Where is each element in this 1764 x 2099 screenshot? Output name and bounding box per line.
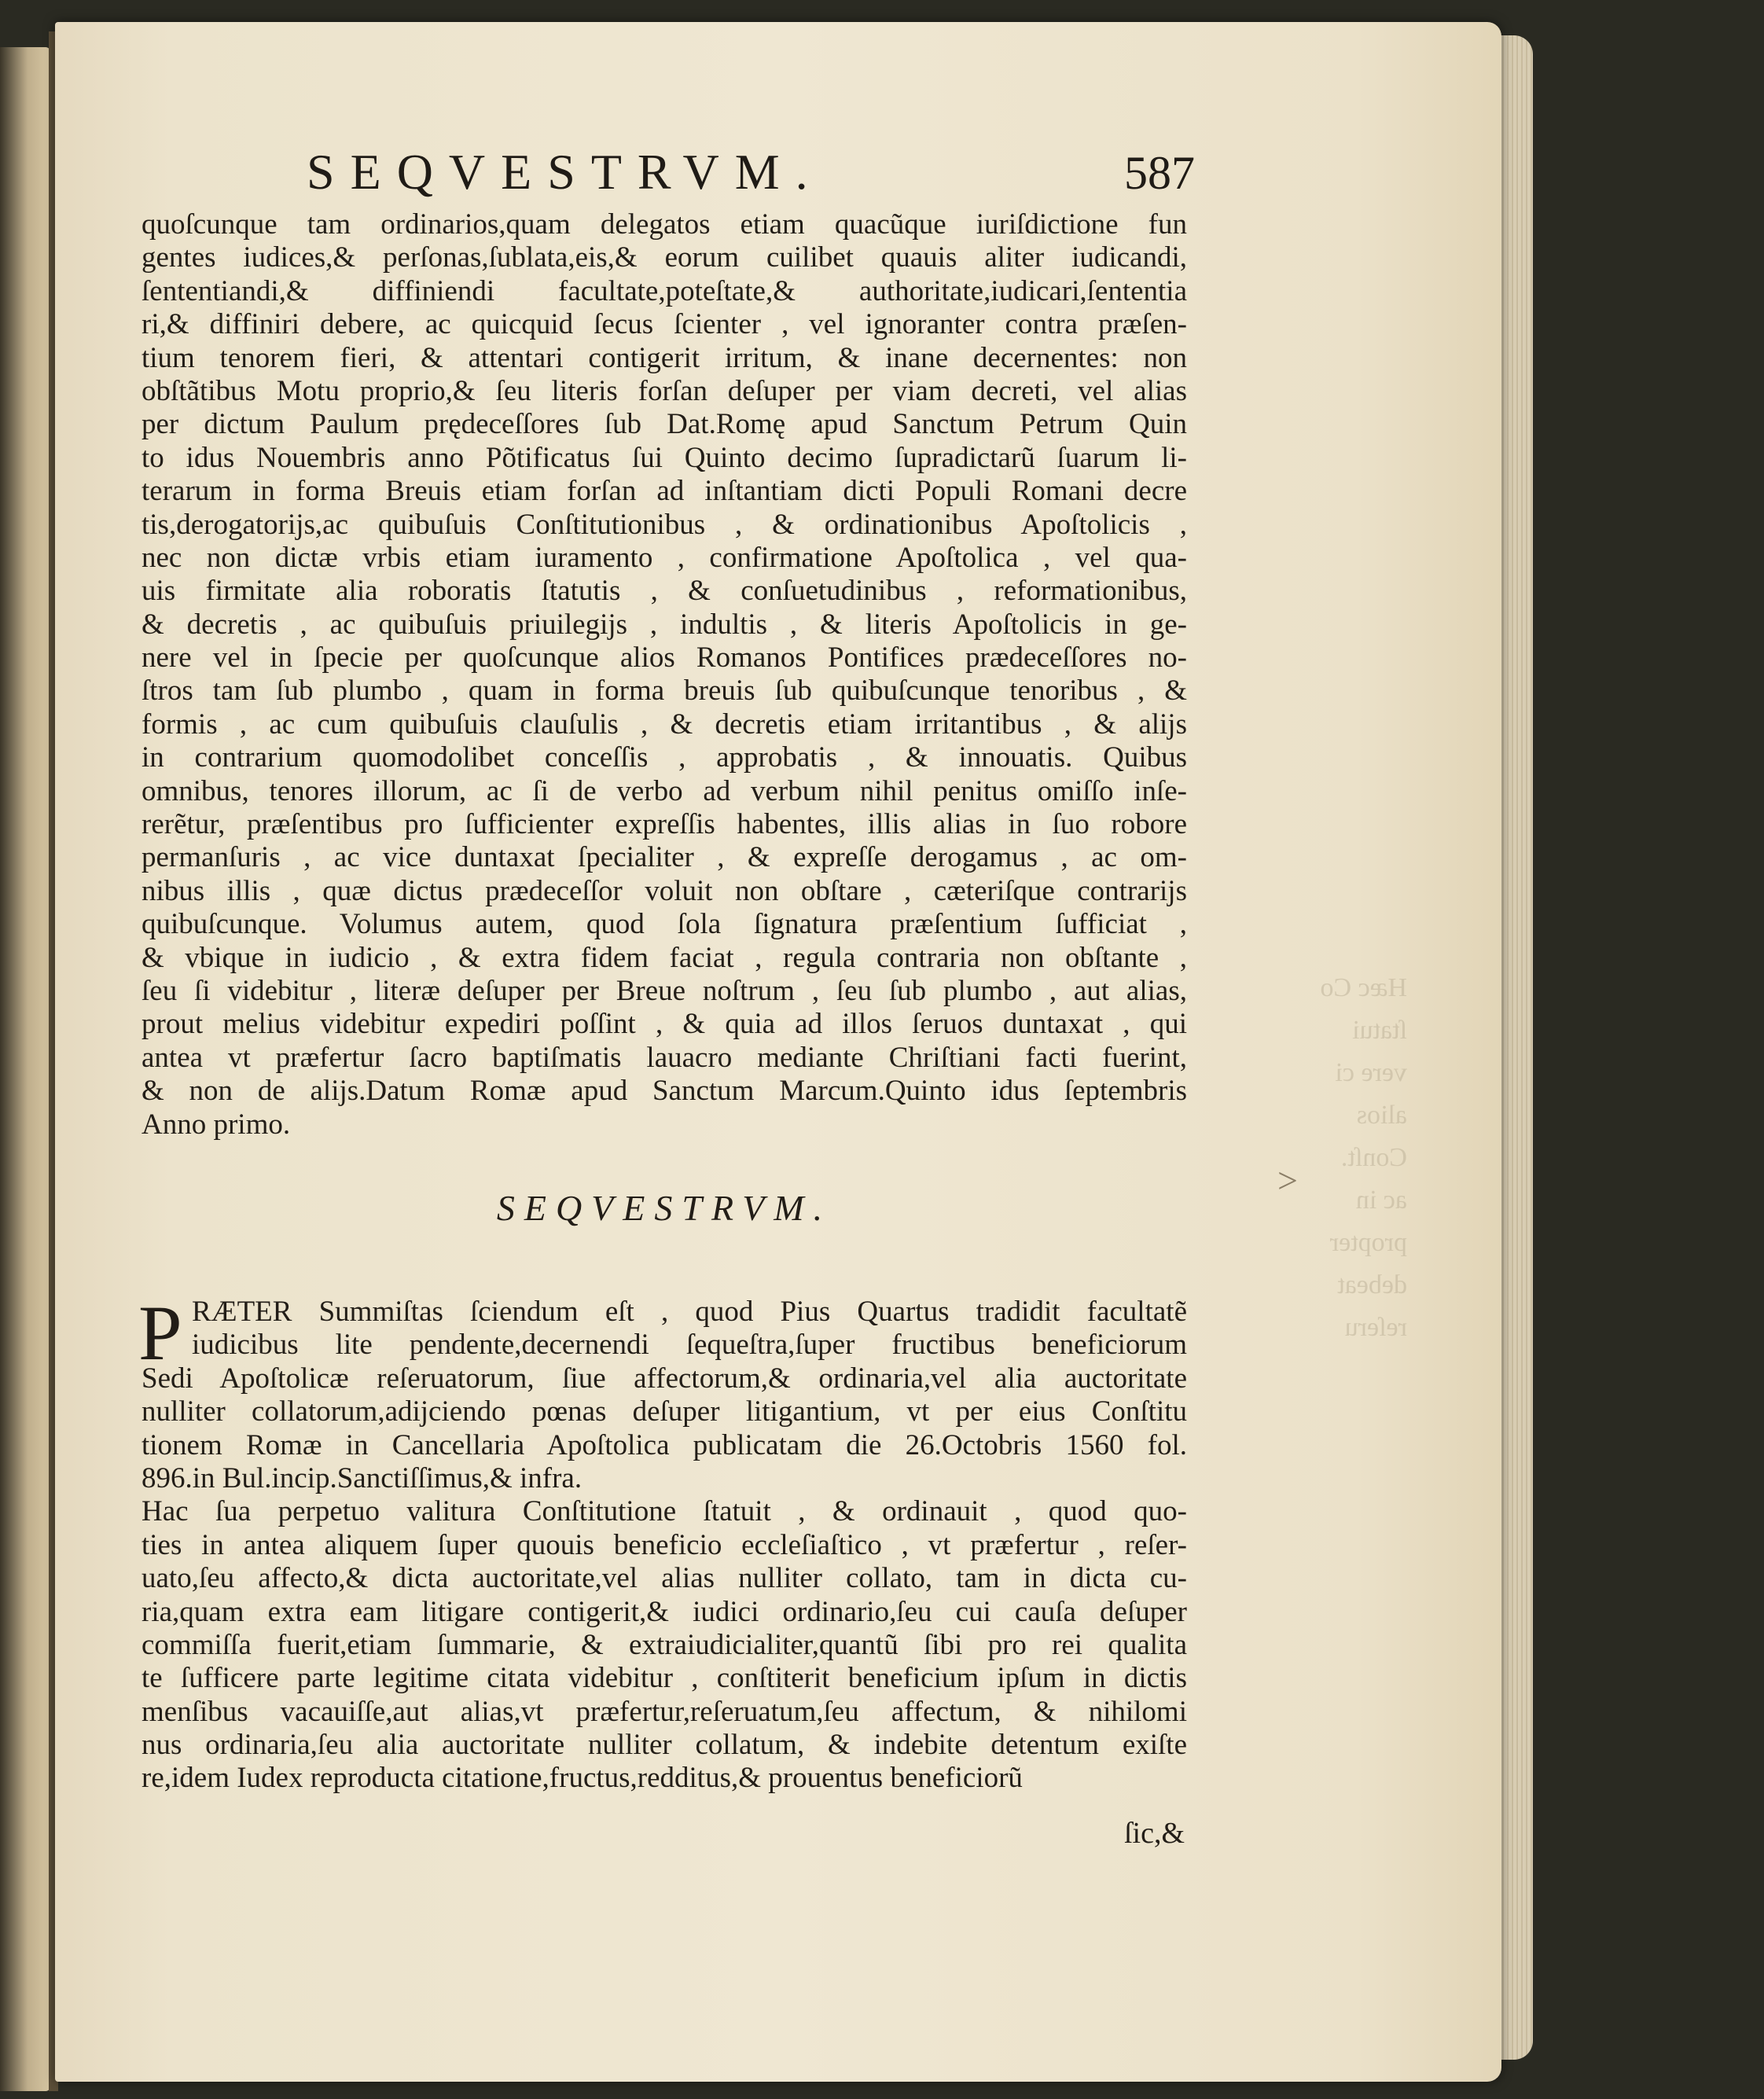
text-block-sequestrum	[138, 1289, 1187, 1796]
text-line: in contrarium quomodolibet conceſſis , approbatis , & innouatis. Quibus	[141, 741, 1187, 774]
text-line: commiſſa fuerit,etiam ſummarie, & extraiudicialiter,quantũ ſibi pro rei qualita	[141, 1628, 1187, 1661]
text-line: ri,& diffiniri debere, ac quicquid ſecus ſcienter , vel ignoranter contra præſen-	[141, 308, 1187, 341]
text-line: tis,derogatorijs,ac quibuſuis Conſtitutionibus , & ordinationibus Apoſtolicis ,	[141, 508, 1187, 541]
text-line: nulliter collatorum,adijciendo pœnas deſuper litigantium, vt per eius Conſtitu	[141, 1395, 1187, 1428]
text-line: re,idem Iudex reproducta citatione,fructus,redditus,& prouentus beneficiorũ	[141, 1762, 1023, 1795]
text-line: & decretis , ac quibuſuis priuilegijs , indultis , & literis Apoſtolicis in ge-	[141, 608, 1187, 641]
text-line: rerẽtur, præſentibus pro ſufficienter expreſſis habentes, illis alias in ſuo robore	[141, 808, 1187, 841]
text-line: prout melius videbitur expediri poſſint , & quia ad illos ſeruos duntaxat , qui	[141, 1008, 1187, 1041]
text-line: uato,ſeu affecto,& dicta auctoritate,vel alias nulliter collato, tam in dicta cu-	[141, 1562, 1187, 1595]
bleed-through-text: Hæc Co ſtatui vere ci alios Conſt. ac in propter debeat reſeru	[1320, 973, 1407, 1342]
text-line: 896.in Bul.incip.Sanctiſſimus,& infra.	[141, 1461, 582, 1494]
text-line: te ſufficere parte legitime citata videbitur , conſtiterit beneficium ipſum in dictis	[141, 1662, 1187, 1695]
text-line: Hac ſua perpetuo valitura Conſtitutione ſtatuit , & ordinauit , quod quo-	[141, 1495, 1187, 1528]
text-line: tionem Romæ in Cancellaria Apoſtolica publicatam die 26.Octobris 1560 fol.	[141, 1428, 1187, 1461]
text-line: antea vt præfertur ſacro baptiſmatis lauacro mediante Chriſtiani facti fuerint,	[141, 1041, 1187, 1074]
text-line: ties in antea aliquem ſuper quouis beneficio eccleſiaſtico , vt præfertur , reſer-	[141, 1528, 1187, 1561]
text-line: per dictum Paulum prędeceſſores ſub Dat.Romę apud Sanctum Petrum Quin	[141, 408, 1187, 441]
catchword: ſic,&	[1124, 1817, 1185, 1850]
text-line: ſtros tam ſub plumbo , quam in forma breuis ſub quibuſcunque tenoribus , &	[141, 675, 1187, 708]
text-line: nibus illis , quæ dictus prædeceſſor voluit non obſtare , cæteriſque contrarijs	[141, 874, 1187, 907]
drop-cap: P	[138, 1289, 182, 1377]
text-line: nere vel in ſpecie per quoſcunque alios Romanos Pontifices prædeceſſores no-	[141, 641, 1187, 675]
text-line: uis firmitate alia roboratis ſtatutis , & conſuetudinibus , reformationibus,	[141, 575, 1187, 608]
text-line: omnibus, tenores illorum, ac ſi de verbo ad verbum nihil penitus omiſſo inſe-	[141, 774, 1187, 807]
text-line: quoſcunque tam ordinarios,quam delegatos etiam quacũque iuriſdictione fun	[141, 208, 1187, 241]
page-number: 587	[1124, 147, 1195, 199]
left-page-edge	[0, 47, 50, 2091]
text-line: permanſuris , ac vice duntaxat ſpecialiter , & expreſſe derogamus , ac om-	[141, 841, 1187, 874]
text-line: menſibus vacauiſſe,aut alias,vt præfertur,reſeruatum,ſeu affectum, & nihilomi	[141, 1695, 1187, 1728]
text-line: to idus Nouembris anno Põtificatus ſui Quinto decimo ſupradictarũ ſuarum li-	[141, 441, 1187, 474]
text-line: ſententiandi,& diffiniendi facultate,poteſtate,& authoritate,iudicari,ſententia	[141, 274, 1187, 307]
text-block-continued	[141, 208, 1187, 1141]
text-line: obſtãtibus Motu proprio,& ſeu literis forſan deſuper per viam decreti, vel alias	[141, 374, 1187, 407]
text-line: RÆTER Summiſtas ſciendum eſt , quod Pius Quartus tradidit facultatẽ	[192, 1296, 1187, 1328]
running-head: SEQVESTRVM.	[307, 144, 824, 200]
text-line: tium tenorem fieri, & attentari contigerit irritum, & inane decernentes: non	[141, 341, 1187, 374]
text-line: gentes iudices,& perſonas,ſublata,eis,& eorum cuilibet quauis aliter iudicandi,	[141, 241, 1187, 274]
pencil-mark: ˃	[1277, 1160, 1298, 1200]
text-line: Anno primo.	[141, 1108, 291, 1141]
text-line: nec non dictæ vrbis etiam iuramento , confirmatione Apoſtolica , vel qua-	[141, 541, 1187, 574]
text-line: quibuſcunque. Volumus autem, quod ſola ſignatura præſentium ſufficiat ,	[141, 908, 1187, 941]
text-line: ſeu ſi videbitur , literæ deſuper per Breue noſtrum , ſeu ſub plumbo , aut alias,	[141, 974, 1187, 1007]
text-line: & non de alijs.Datum Romæ apud Sanctum Marcum.Quinto idus ſeptembris	[141, 1075, 1187, 1108]
text-line: & vbique in iudicio , & extra fidem faciat , regula contraria non obſtante ,	[141, 941, 1187, 974]
text-line: nus ordinaria,ſeu alia auctoritate nulliter collatum, & indebite detentum exiſte	[141, 1729, 1187, 1762]
text-line: Sedi Apoſtolicæ reſeruatorum, ſiue affectorum,& ordinaria,vel alia auctoritate	[141, 1362, 1187, 1395]
text-line: ria,quam extra eam litigare contigerit,& iudici ordinario,ſeu cui cauſa deſuper	[141, 1595, 1187, 1628]
section-heading: SEQVESTRVM.	[496, 1188, 832, 1228]
text-line: iudicibus lite pendente,decernendi ſequeſtra,ſuper fructibus beneficiorum	[192, 1329, 1187, 1362]
text-line: formis , ac cum quibuſuis clauſulis , & decretis etiam irritantibus , & alijs	[141, 708, 1187, 741]
text-line: terarum in forma Breuis etiam forſan ad inſtantiam dicti Populi Romani decre	[141, 475, 1187, 508]
page-header	[283, 143, 1195, 206]
